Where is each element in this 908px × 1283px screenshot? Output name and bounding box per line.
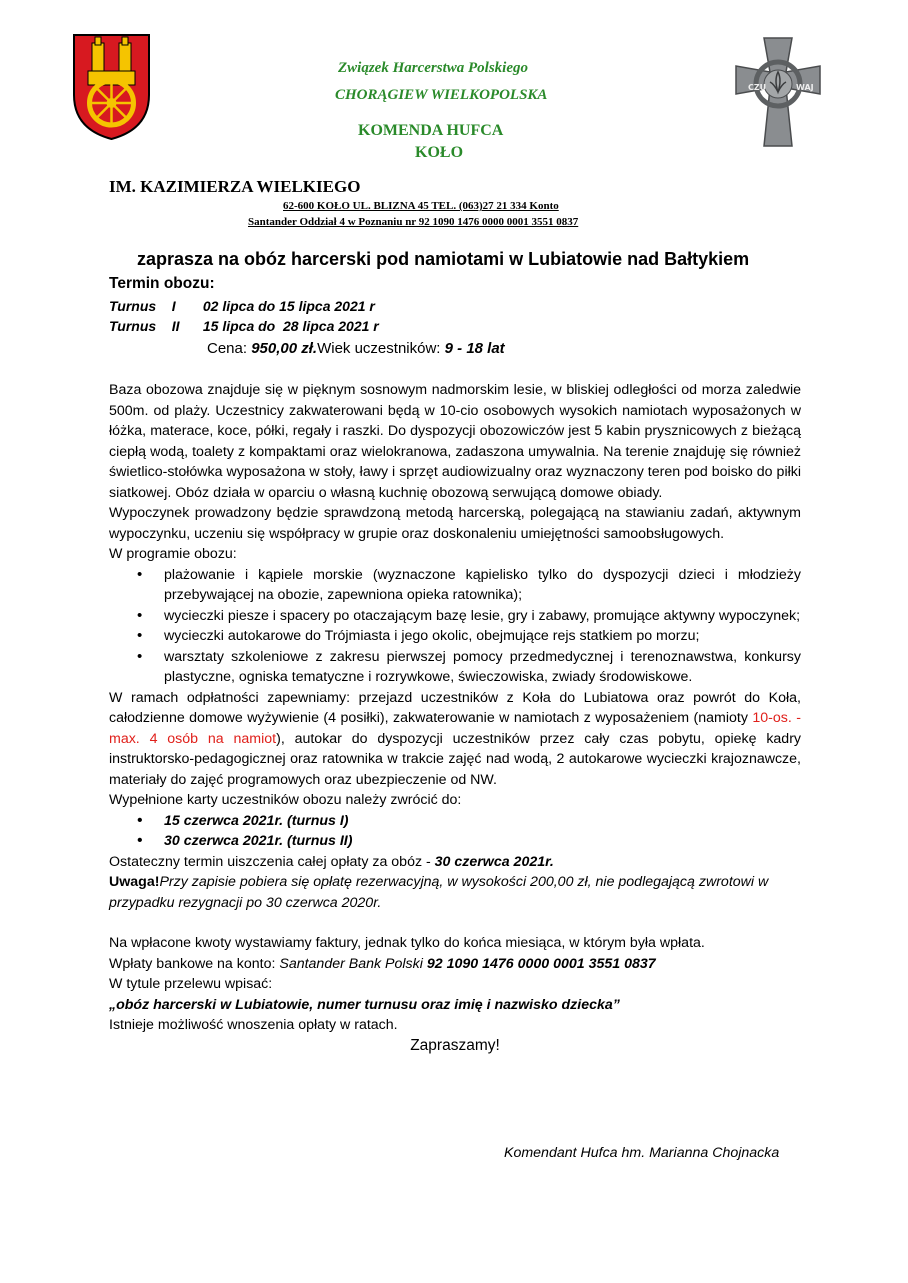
transfer-label: W tytule przelewu wpisać: <box>109 976 273 992</box>
bank-account: 92 1090 1476 0000 0001 3551 0837 <box>426 955 656 972</box>
org-region: CHORĄGIEW WIELKOPOLSKA <box>335 87 548 103</box>
installments-note: Istnieje możliwość wnoszenia opłaty w ratach. <box>109 1017 398 1033</box>
list-item: • warsztaty szkoleniowe z zakresu pierwszej pomocy przedmedycznej i terenoznawstwa, konkursy plastyczne, ogniska tematyczne i rozrywkowe, świeczowiska, zwiady środowiskowe. <box>109 647 801 688</box>
scout-cross-badge-icon <box>720 36 836 152</box>
patron-name: IM. KAZIMIERZA WIELKIEGO <box>109 177 361 196</box>
command-city: KOŁO <box>415 144 464 161</box>
cards-heading: Wypełnione karty uczestników obozu należy zwrócić do: <box>109 792 462 808</box>
bank-account-line: Santander Oddział 4 w Poznaniu nr 92 1090 1476 0000 0001 3551 0837 <box>248 216 579 228</box>
command-title: KOMENDA HUFCA <box>358 122 504 139</box>
invitation-headline: zaprasza na obóz harcerski pod namiotami w Lubiatowie nad Bałtykiem <box>137 249 750 269</box>
document-body <box>109 380 801 1056</box>
bank-label: Wpłaty bankowe na konto: <box>109 955 280 972</box>
final-payment-date: 30 czerwca 2021r. <box>434 853 554 870</box>
list-item: • 30 czerwca 2021r. (turnus II) <box>109 831 801 852</box>
paragraph-included <box>109 688 801 791</box>
deadline-list <box>109 811 801 852</box>
warning-text: Przy zapisie pobiera się opłatę rezerwacyjną, w wysokości 200,00 zł, nie podlegającą zwrotowi w przypadku rezygnacji po 30 czerwca 2020r. <box>109 874 769 911</box>
warning-note <box>109 872 801 913</box>
bank-line <box>109 954 801 975</box>
age-value: 9 - 18 lat <box>444 340 505 357</box>
final-payment-label: Ostateczny termin uiszczenia całej opłaty za obóz - <box>109 853 435 870</box>
age-label: Wiek uczestników: <box>317 340 445 357</box>
list-item: • wycieczki autokarowe do Trójmiasta i jego okolic, obejmujące rejs statkiem po morzu; <box>109 626 801 647</box>
list-item: • plażowanie i kąpiele morskie (wyznaczone kąpielisko tylko do dyspozycji dzieci i młodzieży przebywającej na obozie, zapewniona opieka ratownika); <box>109 565 801 606</box>
closing-greeting: Zapraszamy! <box>410 1036 500 1054</box>
turnus-1: Turnus I 02 lipca do 15 lipca 2021 r <box>109 298 375 314</box>
final-payment <box>109 852 801 873</box>
org-name: Związek Harcerstwa Polskiego <box>338 60 528 76</box>
program-list <box>109 565 801 688</box>
badge-left-text: CZU <box>748 83 767 92</box>
signature: Komendant Hufca hm. Marianna Chojnacka <box>504 1145 780 1161</box>
price-label: Cena: <box>207 340 252 357</box>
price-age-line <box>207 340 505 357</box>
included-text-cont: ), autokar do dyspozycji uczestników przez cały czas pobytu, opiekę kadry instruktorsko-pedagogicznej oraz ratownika w trakcie zajęć nad wodą, 2 autokarowe wycieczki krajoznawcze, materiały do zajęć programowych oraz ubezpieczenie od NW. <box>109 730 802 788</box>
invoices-note: Na wpłacone kwoty wystawiamy faktury, jednak tylko do końca miesiąca, w którym była wpłata. <box>109 935 705 951</box>
warning-label: Uwaga! <box>109 874 160 890</box>
paragraph-method: Wypoczynek prowadzony będzie sprawdzoną metodą harcerską, polegającą na stawianiu zadań, aktywnym wypoczynku, uczeniu się współpracy w grupie oraz doskonaleniu umiejętności samoobsługowych. <box>109 505 801 542</box>
badge-right-text: WAJ <box>796 83 814 92</box>
list-item: • 15 czerwca 2021r. (turnus I) <box>109 811 801 832</box>
program-heading: W programie obozu: <box>109 546 237 562</box>
paragraph-base: Baza obozowa znajduje się w pięknym sosnowym nadmorskim lesie, w bliskiej odległości od morza zaledwie 500m. od plaży. Uczestnicy zakwaterowani będą w 10-cio osobowych wysokich namiotach wyposażonych w łóżka, materace, koce, półki, regały i raszki. Do dyspozycji obozowiczów jest 5 kabin prysznicowych z bieżącą ciepłą wodą, toalety z kompaktami oraz wielokranowa, zadaszona umywalnia. Na terenie znajduję się również świetlico-stołówka wyposażona w stoły, ławy i sprzęt audiowizualny oraz wyznaczony teren pod boisko do piłki siatkowej. Obóz działa w oparciu o własną kuchnię obozową serwującą domowe obiady. <box>109 382 801 501</box>
transfer-title: „obóz harcerski w Lubiatowie, numer turnusu oraz imię i nazwisko dziecka” <box>109 996 620 1013</box>
tent-capacity-note: 10-os. - max. 4 osób na namiot <box>109 710 801 747</box>
list-item: • wycieczki piesze i spacery po otaczającym bazę lesie, gry i zabawy, promujące aktywny wypoczynek; <box>109 606 801 627</box>
bank-name: Santander Bank Polski <box>279 955 427 972</box>
price-value: 950,00 zł. <box>251 340 318 357</box>
city-coat-of-arms-logo <box>72 33 151 141</box>
address-line: 62-600 KOŁO UL. BLIZNA 45 TEL. (063)27 21 334 Konto <box>283 200 559 212</box>
turnus-2: Turnus II 15 lipca do 28 lipca 2021 r <box>109 318 379 334</box>
included-text: W ramach odpłatności zapewniamy: przejazd uczestników z Koła do Lubiatowa oraz powrót do Koła, całodzienne domowe wyżywienie (4 posiłki), zakwaterowanie w namiotach z wyposażeniem (namioty <box>109 689 801 726</box>
term-heading: Termin obozu: <box>109 275 215 292</box>
